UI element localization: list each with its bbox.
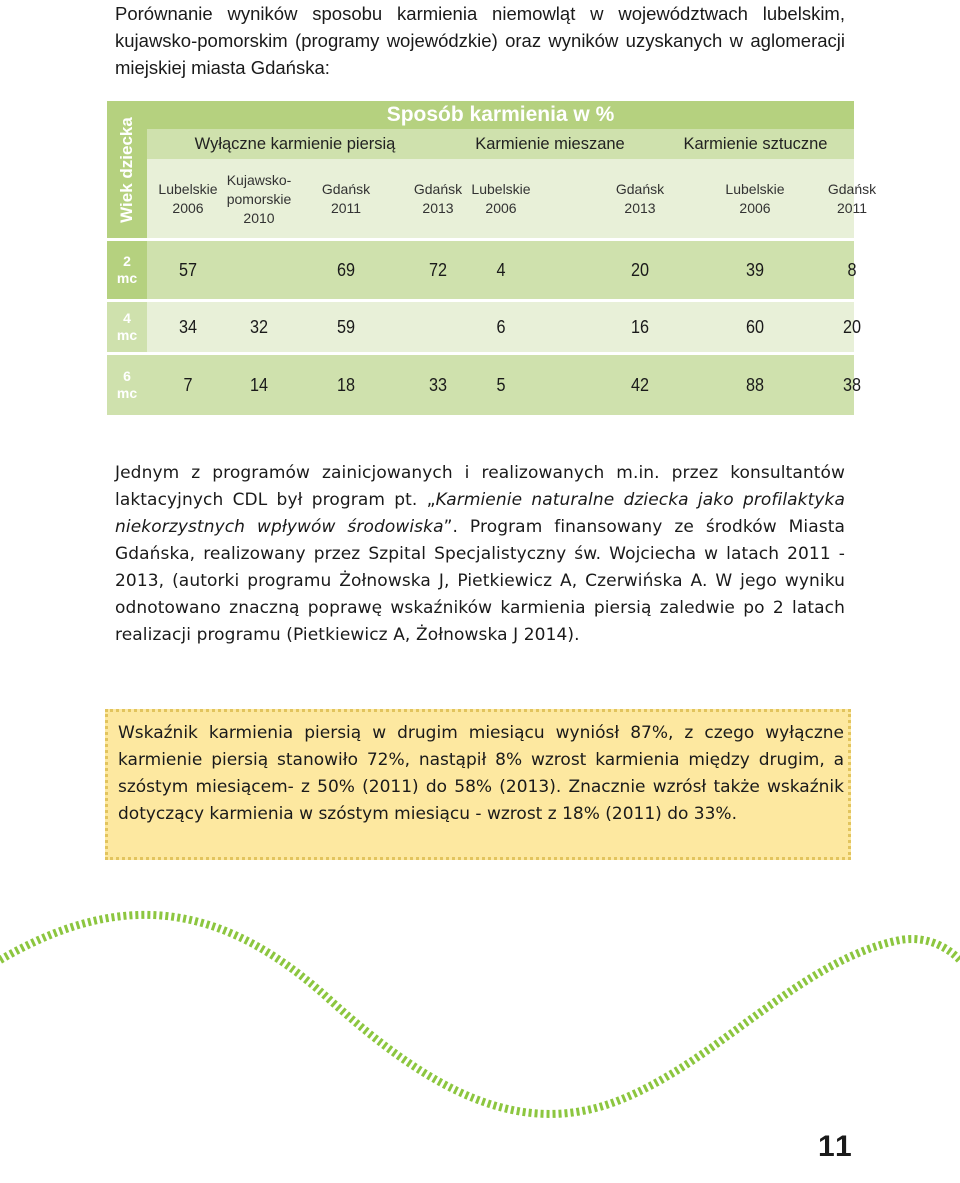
column-header: Gdańsk 2011	[321, 181, 371, 216]
table-cell: 88	[745, 374, 765, 395]
table-cell: 32	[249, 316, 269, 337]
column-header: Lubelskie 2006	[158, 181, 218, 216]
table-cell: 14	[249, 374, 269, 395]
table-cell: 39	[745, 259, 765, 280]
column-header: Gdańsk 2011	[827, 181, 877, 216]
program-title: Karmienie naturalne dziecka jako profilaktyka niekorzystnych wpływów środowiska	[115, 490, 846, 537]
table-cell: 60	[745, 316, 765, 337]
table-cell: 5	[496, 374, 506, 395]
group-mixed-feeding: Karmienie mieszane	[475, 134, 625, 153]
table-row	[147, 302, 862, 352]
paragraph-part-2: ”. Program finansowany ze środków Miasta Gdańska, realizowany przez Szpital Specjalistyczny św. Wojciecha w latach 2011 - 2013, (autorki programu Żołnowska J, Pietkiewicz A, Czerwińska A. W jego wyniku odnotowano znaczną poprawę wskaźników karmienia piersią zaledwie po 2 latach realizacji programu (Pietkiewicz A, Żołnowska J 2014).	[115, 517, 846, 645]
intro-text: Porównanie wyników sposobu karmienia niemowląt w województwach lubelskim, kujawsko-pomorskim (programy wojewódzkie) oraz wyników uzyskanych w aglomeracji miejskiej miasta Gdańska:	[115, 3, 845, 78]
feeding-table	[107, 101, 877, 415]
column-header: Lubelskie 2006	[725, 181, 785, 216]
table-cell: 20	[842, 316, 862, 337]
column-header: Lubelskie 2006	[471, 181, 531, 216]
table-row	[147, 355, 862, 415]
table-cell: 8	[847, 259, 857, 280]
group-formula-feeding: Karmienie sztuczne	[683, 134, 828, 153]
age-cell: 2 mc	[107, 241, 147, 299]
table-cell: 4	[496, 259, 506, 280]
age-cell: 4 mc	[107, 302, 147, 352]
table-title: Sposób karmienia w %	[147, 101, 854, 129]
table-cell: 20	[630, 259, 650, 280]
age-header-label: Wiek dziecka	[117, 116, 136, 223]
age-header	[107, 101, 147, 238]
decorative-wave	[0, 880, 960, 1183]
table-cell: 16	[630, 316, 650, 337]
table-cell: 57	[178, 259, 198, 280]
table-cell: 34	[178, 316, 198, 337]
table-cell: 6	[496, 316, 506, 337]
table-cell: 72	[428, 259, 448, 280]
page-number: 11	[818, 1130, 854, 1163]
table-cell: 59	[336, 316, 356, 337]
age-cell: 6 mc	[107, 355, 147, 415]
column-header: Gdańsk 2013	[413, 181, 463, 216]
paragraph-part-1: Jednym z programów zainicjowanych i realizowanych m.in. przez konsultantów laktacyjnych CDL był program pt. „	[115, 463, 845, 510]
highlight-text: Wskaźnik karmienia piersią w drugim miesiącu wyniósł 87%, z czego wyłączne karmienie piersią stanowiło 72%, nastąpił 8% wzrost karmienia między drugim, a szóstym miesiącem- z 50% (2011) do 58% (2013). Znacznie wzrósł także wskaźnik dotyczący karmienia w szóstym miesiącu - wzrost z 18% (2011) do 33%.	[118, 723, 844, 824]
program-paragraph	[115, 460, 845, 649]
table-cell: 7	[183, 374, 193, 395]
column-header: Gdańsk 2013	[615, 181, 665, 216]
column-header: Kujawsko- pomorskie 2010	[226, 171, 292, 226]
table-cell: 38	[842, 374, 862, 395]
table-cell: 33	[428, 374, 448, 395]
table-cell: 18	[336, 374, 356, 395]
table-cell	[232, 241, 286, 299]
table-cell: 69	[336, 259, 356, 280]
group-exclusive-breastfeeding: Wyłączne karmienie piersią	[194, 134, 396, 153]
table-cell: 42	[630, 374, 650, 395]
highlight-box	[105, 709, 851, 860]
column-header-row	[147, 159, 877, 239]
table-cell	[411, 302, 465, 352]
group-header-row	[147, 129, 854, 159]
table-row	[147, 241, 857, 299]
